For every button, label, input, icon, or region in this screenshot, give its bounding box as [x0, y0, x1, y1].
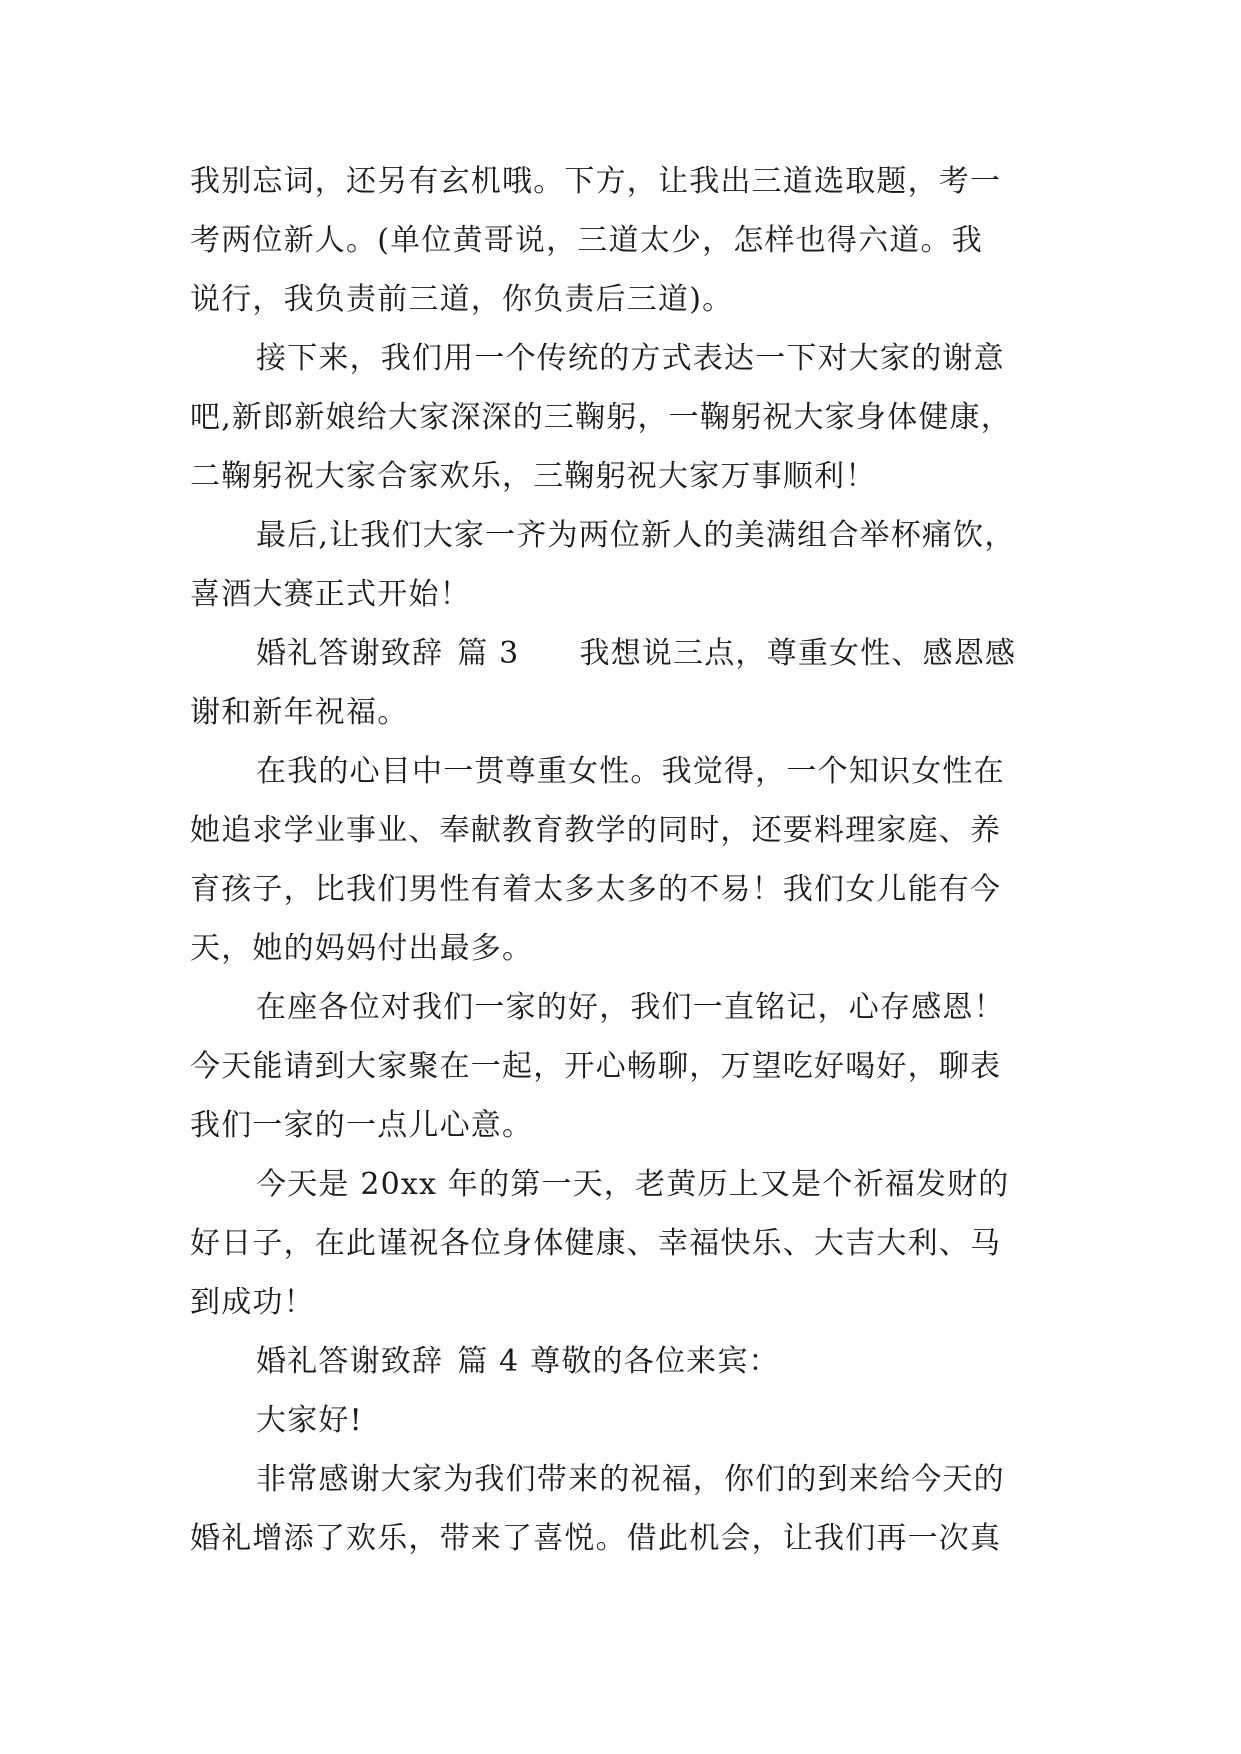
text-line: 天，她的妈妈付出最多。	[190, 931, 534, 966]
text-line: 吧,新郎新娘给大家深深的三鞠躬，一鞠躬祝大家身体健康，	[190, 400, 1012, 435]
document-body	[190, 152, 1052, 1568]
section-title: 婚礼答谢致辞	[256, 636, 444, 671]
text-line: 喜酒大赛正式开始！	[190, 577, 471, 612]
text-line: 她追求学业事业、奉献教育教学的同时，还要料理家庭、养	[190, 813, 1002, 848]
text-line: 二鞠躬祝大家合家欢乐，三鞠躬祝大家万事顺利！	[190, 459, 877, 494]
text-line: 说行，我负责前三道，你负责后三道)。	[190, 282, 734, 317]
section-number: 篇 4 尊敬的各位来宾：	[457, 1344, 780, 1379]
text-line: 婚礼增添了欢乐，带来了喜悦。借此机会，让我们再一次真	[190, 1521, 1002, 1556]
paragraph-start: 非常感谢大家为我们带来的祝福，你们的到来给今天的	[256, 1462, 1005, 1497]
section-heading-line	[190, 1332, 1052, 1391]
paragraph-start: 今天是 20xx 年的第一天，老黄历上又是个祈福发财的	[256, 1167, 1010, 1202]
section-heading-line	[190, 624, 1052, 683]
section-number: 篇 3	[457, 636, 520, 671]
text-line: 育孩子，比我们男性有着太多太多的不易！我们女儿能有今	[190, 872, 1002, 907]
text-line: 考两位新人。(单位黄哥说，三道太少，怎样也得六道。我	[190, 223, 983, 258]
text-line: 我别忘词，还另有玄机哦。下方，让我出三道选取题，考一	[190, 164, 1002, 199]
text-line: 今天能请到大家聚在一起，开心畅聊，万望吃好喝好，聊表	[190, 1049, 1002, 1084]
text-line: 我们一家的一点儿心意。	[190, 1108, 534, 1143]
section-intro: 我想说三点，尊重女性、感恩感	[579, 636, 1017, 671]
text-line: 谢和新年祝福。	[190, 695, 409, 730]
paragraph-start: 在座各位对我们一家的好，我们一直铭记，心存感恩！	[256, 990, 1005, 1025]
paragraph-start: 大家好!	[256, 1403, 363, 1438]
paragraph-start: 在我的心目中一贯尊重女性。我觉得，一个知识女性在	[256, 754, 1005, 789]
paragraph-start: 接下来，我们用一个传统的方式表达一下对大家的谢意	[256, 341, 1005, 376]
section-title: 婚礼答谢致辞	[256, 1344, 444, 1379]
paragraph-start: 最后,让我们大家一齐为两位新人的美满组合举杯痛饮，	[256, 518, 1016, 553]
text-line: 好日子，在此谨祝各位身体健康、幸福快乐、大吉大利、马	[190, 1226, 1002, 1261]
text-line: 到成功！	[190, 1285, 315, 1320]
